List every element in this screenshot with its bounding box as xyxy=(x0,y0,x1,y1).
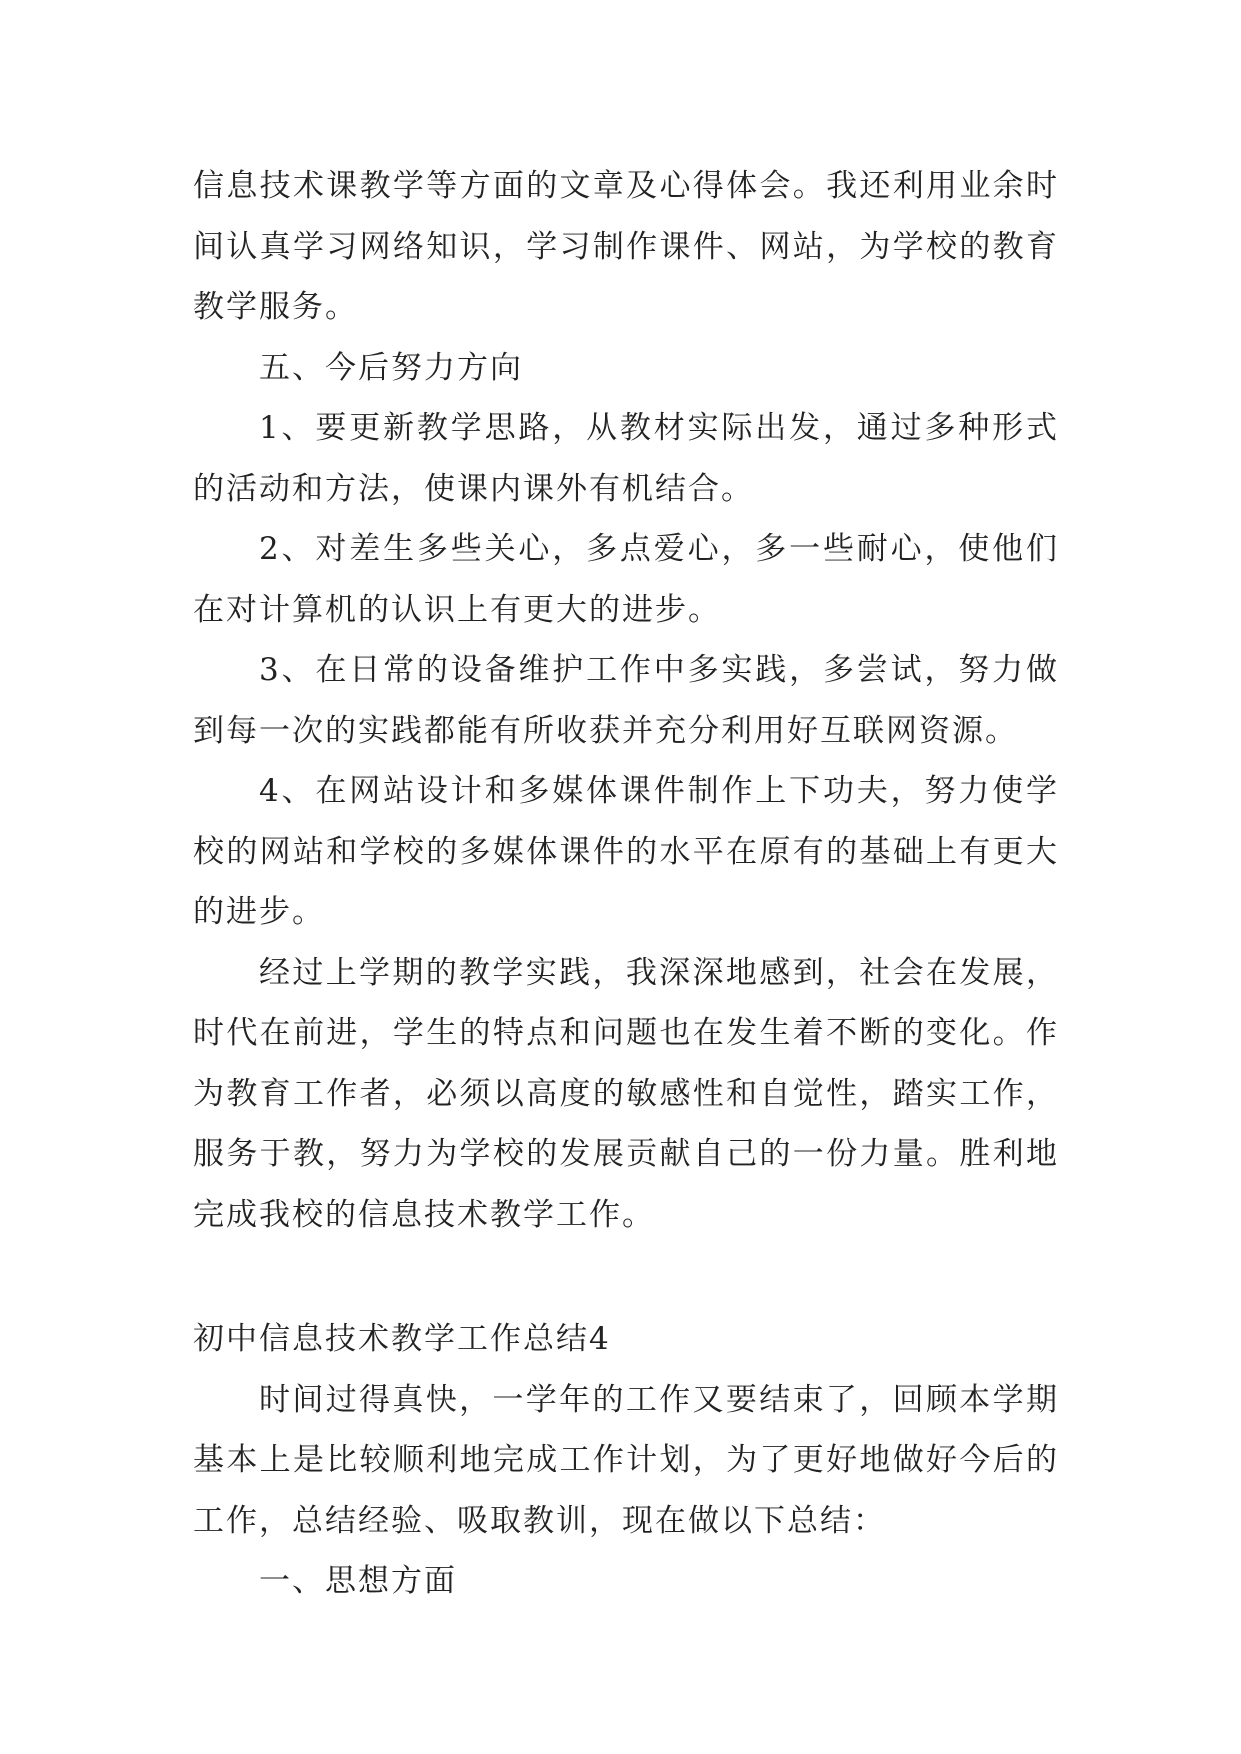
section-title: 初中信息技术教学工作总结4 xyxy=(193,1321,611,1357)
paragraph-continuation: 信息技术课教学等方面的文章及心得体会。我还利用业余时间认真学习网络知识，学习制作课件、网站，为学校的教育教学服务。 xyxy=(193,168,1059,325)
section-heading-future-direction: 五、今后努力方向 xyxy=(259,349,523,386)
list-item-1: 1、要更新教学思路，从教材实际出发，通过多种形式的活动和方法，使课内课外有机结合。 xyxy=(193,410,1059,507)
list-item-4: 4、在网站设计和多媒体课件制作上下功夫，努力使学校的网站和学校的多媒体课件的水平在原有的基础上有更大的进步。 xyxy=(193,773,1059,930)
section-heading-thought: 一、思想方面 xyxy=(259,1563,457,1599)
list-item-2: 2、对差生多些关心，多点爱心，多一些耐心，使他们在对计算机的认识上有更大的进步。 xyxy=(193,531,1059,628)
paragraph-conclusion: 经过上学期的教学实践，我深深地感到，社会在发展，时代在前进，学生的特点和问题也在发生着不断的变化。作为教育工作者，必须以高度的敏感性和自觉性，踏实工作，服务于教，努力为学校的发展贡献自己的一份力量。胜利地完成我校的信息技术教学工作。 xyxy=(193,954,1059,1233)
section-spacer xyxy=(193,1245,1059,1309)
list-item-3: 3、在日常的设备维护工作中多实践，多尝试，努力做到每一次的实践都能有所收获并充分利用好互联网资源。 xyxy=(193,652,1059,749)
paragraph-intro: 时间过得真快，一学年的工作又要结束了，回顾本学期基本上是比较顺利地完成工作计划，为了更好地做好今后的工作，总结经验、吸取教训，现在做以下总结： xyxy=(193,1381,1059,1539)
document-body xyxy=(193,156,1059,1612)
